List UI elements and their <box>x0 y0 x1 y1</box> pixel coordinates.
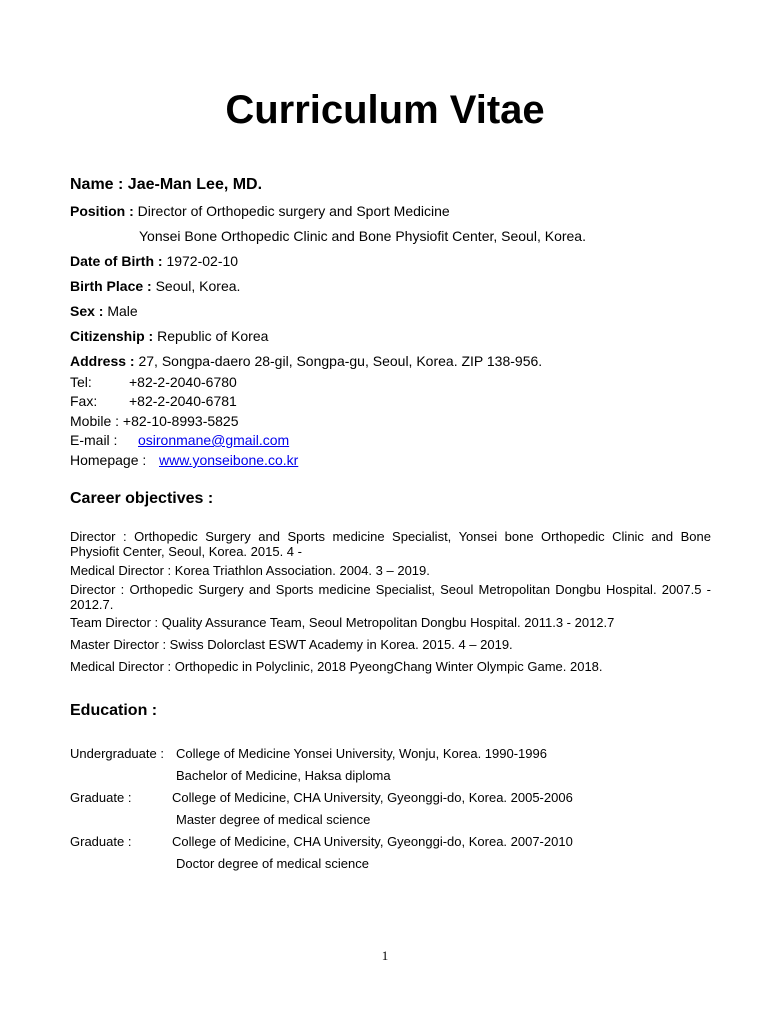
dob-value: 1972-02-10 <box>162 253 239 269</box>
career-item: Director : Orthopedic Surgery and Sports medicine Specialist, Yonsei bone Orthopedic Clinic and Bone Physiofit Center, Seoul, Korea. 2015. 4 - <box>70 529 711 559</box>
dob-line <box>70 253 238 269</box>
citizenship-label: Citizenship : <box>70 328 154 344</box>
address-line <box>70 353 542 369</box>
birthplace-line <box>70 278 240 294</box>
page-title: Curriculum Vitae <box>225 88 545 132</box>
sex-line <box>70 303 138 319</box>
mobile-line: Mobile : +82-10-8993-5825 <box>70 413 239 429</box>
birthplace-label: Birth Place : <box>70 278 152 294</box>
fax-value: +82-2-2040-6781 <box>129 393 237 409</box>
email-link[interactable]: osironmane@gmail.com <box>138 432 290 448</box>
education-grad1-label: Graduate : <box>70 790 132 805</box>
address-label: Address : <box>70 353 135 369</box>
position-line <box>70 203 450 219</box>
career-item: Team Director : Quality Assurance Team, Seoul Metropolitan Dongbu Hospital. 2011.3 - 2012.7 <box>70 615 615 630</box>
birthplace-value: Seoul, Korea. <box>151 278 241 294</box>
position-line-2: Yonsei Bone Orthopedic Clinic and Bone Physiofit Center, Seoul, Korea. <box>139 228 586 244</box>
education-undergrad-value: College of Medicine Yonsei University, Wonju, Korea. 1990-1996 <box>176 746 547 761</box>
education-undergrad-label: Undergraduate : <box>70 746 164 761</box>
sex-label: Sex : <box>70 303 104 319</box>
fax-label: Fax: <box>70 393 98 409</box>
tel-label: Tel: <box>70 374 92 390</box>
career-item: Master Director : Swiss Dolorclast ESWT Academy in Korea. 2015. 4 – 2019. <box>70 637 513 652</box>
education-grad1-value: College of Medicine, CHA University, Gyeonggi-do, Korea. 2005-2006 <box>172 790 573 805</box>
citizenship-line <box>70 328 268 344</box>
tel-value: +82-2-2040-6780 <box>129 374 237 390</box>
education-grad1-sub: Master degree of medical science <box>176 812 371 827</box>
homepage-link[interactable]: www.yonseibone.co.kr <box>159 452 299 468</box>
sex-value: Male <box>103 303 138 319</box>
career-item: Medical Director : Korea Triathlon Association. 2004. 3 – 2019. <box>70 563 430 578</box>
citizenship-value: Republic of Korea <box>153 328 269 344</box>
education-grad2-sub: Doctor degree of medical science <box>176 856 369 871</box>
email-label: E-mail : <box>70 432 118 448</box>
career-item: Director : Orthopedic Surgery and Sports medicine Specialist, Seoul Metropolitan Dongbu Hospital. 2007.5 - 2012.7. <box>70 582 711 612</box>
name-line: Name : Jae-Man Lee, MD. <box>70 176 263 193</box>
education-grad2-label: Graduate : <box>70 834 132 849</box>
career-item: Medical Director : Orthopedic in Polyclinic, 2018 PyeongChang Winter Olympic Game. 2018. <box>70 659 603 674</box>
address-value: 27, Songpa-daero 28-gil, Songpa-gu, Seoul, Korea. ZIP 138-956. <box>134 353 543 369</box>
education-grad2-value: College of Medicine, CHA University, Gyeonggi-do, Korea. 2007-2010 <box>172 834 573 849</box>
homepage-label: Homepage : <box>70 452 147 468</box>
page-number: 1 <box>381 948 389 963</box>
career-heading: Career objectives : <box>70 490 214 507</box>
education-undergrad-sub: Bachelor of Medicine, Haksa diploma <box>176 768 391 783</box>
position-value: Director of Orthopedic surgery and Sport Medicine <box>133 203 450 219</box>
dob-label: Date of Birth : <box>70 253 163 269</box>
education-heading: Education : <box>70 702 158 719</box>
position-label: Position : <box>70 203 134 219</box>
